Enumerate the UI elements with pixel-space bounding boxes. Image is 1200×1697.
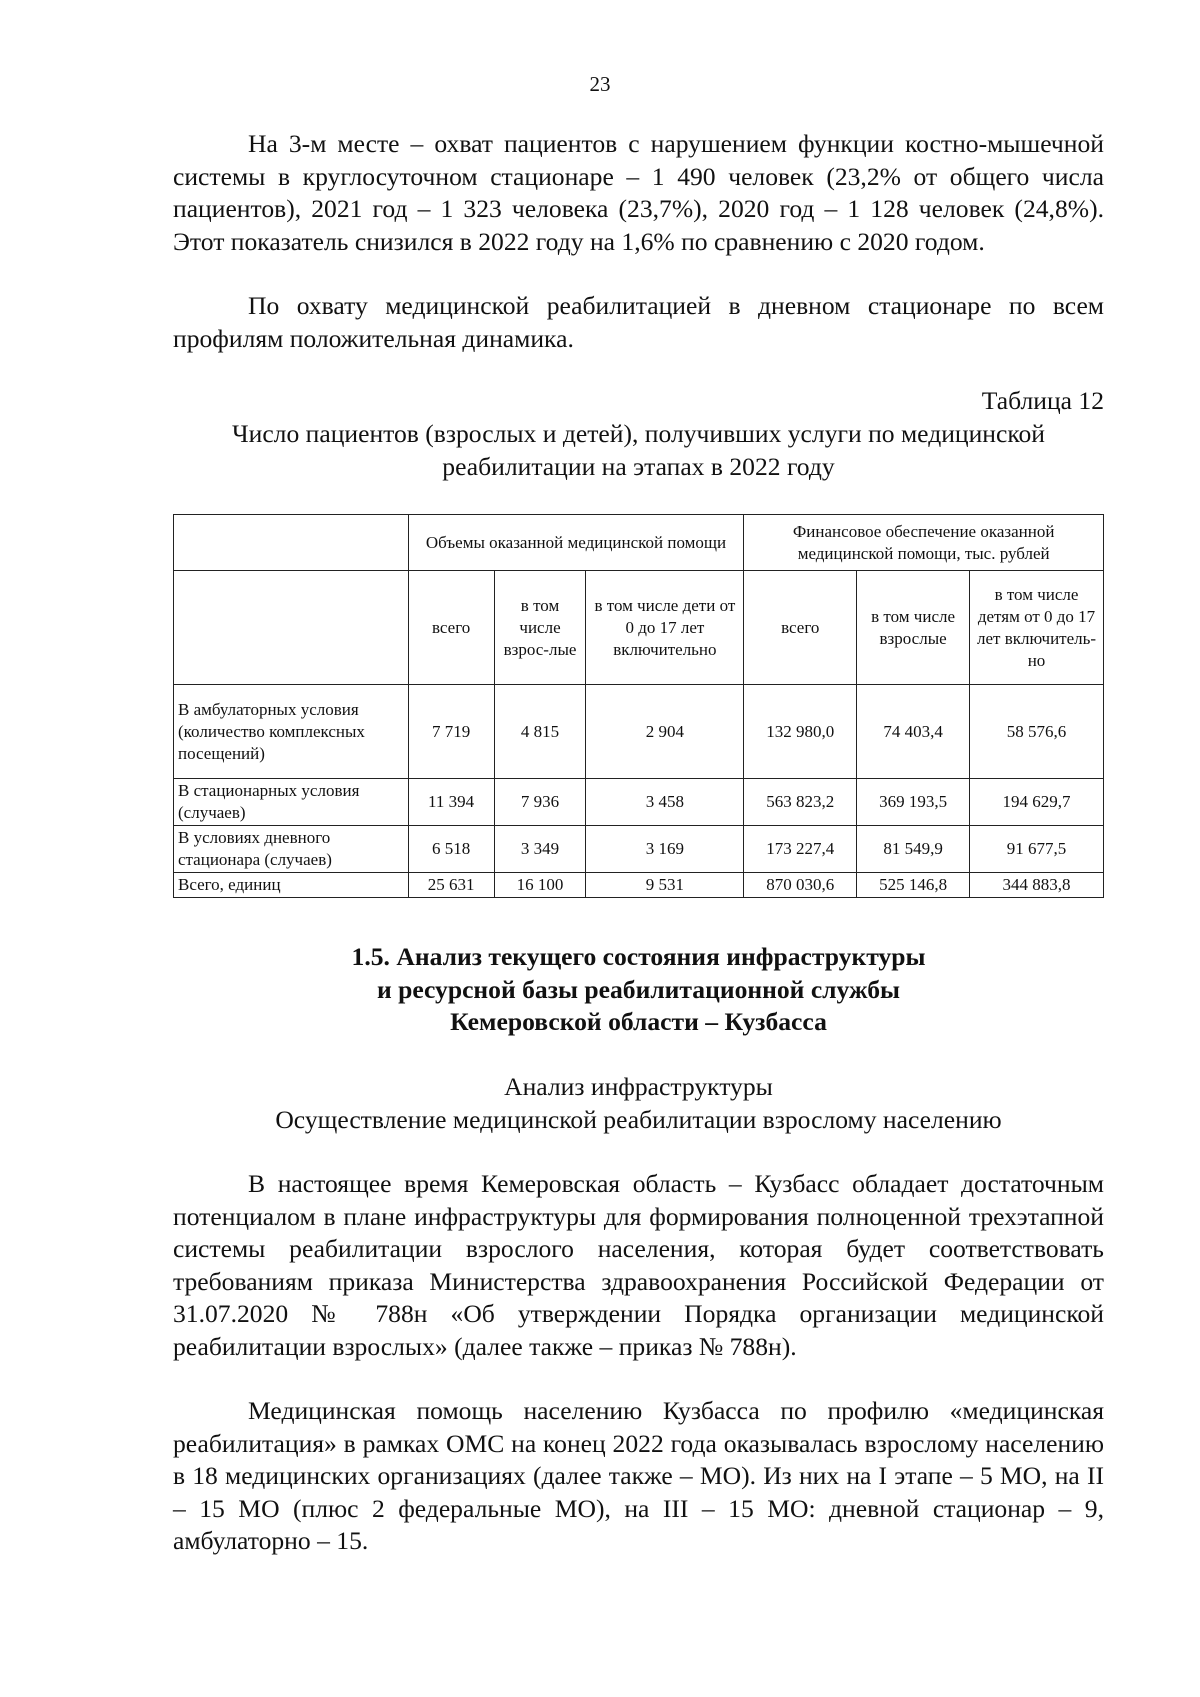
table-cell: 563 823,2 <box>744 779 857 826</box>
paragraph-musculoskeletal-coverage: На 3-м месте – охват пациентов с нарушением функции костно-мышечной системы в круглосуточном стационаре – 1 490 человек (23,2% от общего числа пациентов), 2021 год – 1 323 человека (23,7%), 2020 год – 1 128 человек (24,8%). Этот показатель снизился в 2022 году на 1,6% по сравнению с 2020 годом. <box>173 129 1104 256</box>
table-cell: 4 815 <box>494 685 586 779</box>
table-cell: 132 980,0 <box>744 685 857 779</box>
section-heading-line: 1.5. Анализ текущего состояния инфраструктуры <box>351 942 926 971</box>
table-total-row <box>174 873 1104 898</box>
subsection-heading-line: Анализ инфраструктуры <box>504 1072 773 1101</box>
table-cell: 11 394 <box>408 779 494 826</box>
table-cell: 91 677,5 <box>970 826 1104 873</box>
table-row-label: В амбулаторных условия (количество комплексных посещений) <box>174 685 409 779</box>
table-cell: 870 030,6 <box>744 873 857 898</box>
paragraph-medical-organizations: Медицинская помощь населению Кузбасса по профилю «медицинская реабилитация» в рамках ОМС на конец 2022 года оказывалась взрослому населению в 18 медицинских организациях (далее также – МО). Из них на I этапе – 5 МО, на II – 15 МО (плюс 2 федеральные МО), на III – 15 МО: дневной стационар – 9, амбулаторно – 15. <box>173 1396 1104 1555</box>
table-subheader: всего <box>408 571 494 685</box>
paragraph-infrastructure-potential: В настоящее время Кемеровская область – Кузбасс обладает достаточным потенциалом в плане инфраструктуры для формирования полноценной трехэтапной системы реабилитации взрослого населения, которая будет соответствовать требованиям приказа Министерства здравоохранения Российской Федерации от 31.07.2020 № 788н «Об утверждении Порядка организации медицинской реабилитации взрослых» (далее также – приказ № 788н). <box>173 1169 1104 1361</box>
table-cell: 369 193,5 <box>857 779 970 826</box>
table-cell: 525 146,8 <box>857 873 970 898</box>
table-cell: 7 719 <box>408 685 494 779</box>
section-heading-line: и ресурсной базы реабилитационной службы <box>376 974 901 1004</box>
table-subheader: в том числе детям от 0 до 17 лет включитель-но <box>970 571 1104 685</box>
table-cell: 3 349 <box>494 826 586 873</box>
table-row <box>174 685 1104 779</box>
table-cell: 16 100 <box>494 873 586 898</box>
table-group-header-finance: Финансовое обеспечение оказанной медицинской помощи, тыс. рублей <box>744 515 1104 571</box>
table-subheader: в том числе взрос-лые <box>494 571 586 685</box>
table-cell: 3 458 <box>586 779 744 826</box>
table-row-label: Всего, единиц <box>174 873 409 898</box>
table-row-label: В стационарных условия (случаев) <box>174 779 409 826</box>
table-cell: 194 629,7 <box>970 779 1104 826</box>
table-cell: 7 936 <box>494 779 586 826</box>
table-cell: 3 169 <box>586 826 744 873</box>
table-label: Таблица 12 <box>981 386 1104 415</box>
table-cell: 173 227,4 <box>744 826 857 873</box>
table-corner-cell <box>174 515 409 571</box>
table-subheader-row <box>174 571 1104 685</box>
table-cell: 25 631 <box>408 873 494 898</box>
table-cell: 6 518 <box>408 826 494 873</box>
subsection-heading <box>173 1071 1104 1136</box>
table-row <box>174 779 1104 826</box>
table-cell: 9 531 <box>586 873 744 898</box>
rehabilitation-table <box>173 514 1104 898</box>
table-cell: 2 904 <box>586 685 744 779</box>
table-title-line: реабилитации на этапах в 2022 году <box>442 451 835 481</box>
table-title <box>173 418 1104 483</box>
section-heading <box>173 941 1104 1039</box>
page-number: 23 <box>589 72 611 96</box>
table-subheader: всего <box>744 571 857 685</box>
table-cell: 344 883,8 <box>970 873 1104 898</box>
table-title-line: Число пациентов (взрослых и детей), получивших услуги по медицинской <box>231 419 1045 448</box>
table-row <box>174 826 1104 873</box>
table-subheader: в том числе дети от 0 до 17 лет включительно <box>586 571 744 685</box>
table-cell: 58 576,6 <box>970 685 1104 779</box>
table-group-header-volume: Объемы оказанной медицинской помощи <box>408 515 744 571</box>
paragraph-day-hospital-dynamics: По охвату медицинской реабилитацией в дневном стационаре по всем профилям положительная динамика. <box>173 291 1104 353</box>
table-row-label: В условиях дневного стационара (случаев) <box>174 826 409 873</box>
subsection-heading-line: Осуществление медицинской реабилитации взрослому населению <box>275 1104 1002 1134</box>
table-cell: 81 549,9 <box>857 826 970 873</box>
section-heading-line: Кемеровской области – Кузбасса <box>450 1007 827 1036</box>
table-cell: 74 403,4 <box>857 685 970 779</box>
table-group-header-row <box>174 515 1104 571</box>
table-subheader-empty <box>174 571 409 685</box>
table-subheader: в том числе взрослые <box>857 571 970 685</box>
